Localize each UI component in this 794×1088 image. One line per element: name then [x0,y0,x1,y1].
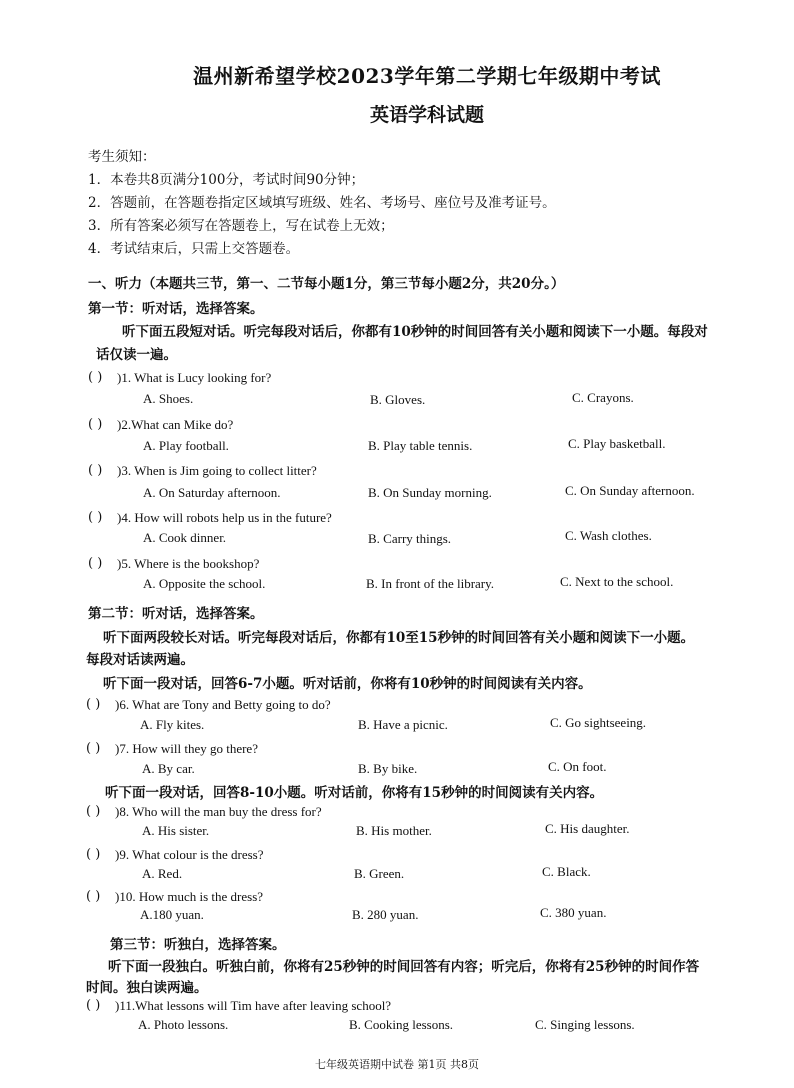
q10-option-a: A.180 yuan. [140,907,204,922]
q2-option-a: A. Play football. [143,438,229,453]
question-3: )3. When is Jim going to collect litter? [117,463,317,478]
q9-option-a: A. Red. [142,866,183,881]
answer-paren: ( ) [86,697,101,712]
q11-option-a: A. Photo lessons. [138,1017,229,1032]
section3-instruction-2: 时间。独白读两遍。 [86,980,208,996]
q5-option-c: C. Next to the school. [560,574,674,589]
q4-option-a: A. Cook dinner. [143,530,227,545]
answer-paren: ( ) [88,463,103,478]
q5-option-a: A. Opposite the school. [143,576,266,591]
section2-instruction-1: 听下面两段较长对话。听完每段对话后，你都有10至15秒钟的时间回答有关小题和阅读下一小题。 [103,630,695,646]
section1-heading: 第一节：听对话，选择答案。 [88,301,264,317]
q1-option-c: C. Crayons. [572,390,634,405]
answer-paren: ( ) [88,556,103,571]
exam-subtitle: 英语学科试题 [369,104,484,126]
section2-sub2: 听下面一段对话，回答8-10小题。听对话前，你将有15秒钟的时间阅读有关内容。 [105,785,604,801]
question-2: )2.What can Mike do? [117,417,234,432]
answer-paren: ( ) [86,741,101,756]
notice-item-1: 1．本卷共8页满分100分，考试时间90分钟； [88,172,365,188]
q9-option-c: C. Black. [542,864,591,879]
answer-paren: ( ) [88,417,103,432]
q7-option-c: C. On foot. [548,759,607,774]
question-8: )8. Who will the man buy the dress for? [115,804,322,819]
section1-instruction-1: 听下面五段短对话。听完每段对话后，你都有10秒钟的时间回答有关小题和阅读下一小题。每段对 [122,324,708,340]
q1-option-b: B. Gloves. [370,392,426,407]
answer-paren: ( ) [86,889,101,904]
q7-option-a: A. By car. [142,761,195,776]
notice-heading: 考生须知： [88,149,156,165]
q4-option-c: C. Wash clothes. [565,528,652,543]
q6-option-c: C. Go sightseeing. [550,715,647,730]
answer-paren: ( ) [86,847,101,862]
section2-heading: 第二节：听对话，选择答案。 [88,606,264,622]
section2-sub1: 听下面一段对话，回答6-7小题。听对话前，你将有10秒钟的时间阅读有关内容。 [103,676,592,692]
q9-option-b: B. Green. [354,866,405,881]
answer-paren: ( ) [88,370,103,385]
question-11: )11.What lessons will Tim have after leaving school? [115,998,392,1013]
q11-option-c: C. Singing lessons. [535,1017,635,1032]
notice-item-4: 4．考试结束后，只需上交答题卷。 [88,241,300,257]
q6-option-a: A. Fly kites. [140,717,205,732]
question-9: )9. What colour is the dress? [115,847,264,862]
q10-option-b: B. 280 yuan. [352,907,419,922]
q7-option-b: B. By bike. [358,761,418,776]
notice-item-3: 3．所有答案必须写在答题卷上，写在试卷上无效； [88,218,394,234]
exam-title: 温州新希望学校2023学年第二学期七年级期中考试 [193,64,661,88]
q5-option-b: B. In front of the library. [366,576,495,591]
section3-heading: 第三节：听独白，选择答案。 [110,937,286,953]
q2-option-b: B. Play table tennis. [368,438,473,453]
question-4: )4. How will robots help us in the future? [117,510,332,525]
answer-paren: ( ) [86,998,101,1013]
question-10: )10. How much is the dress? [115,889,264,904]
part1-heading: 一、听力（本题共三节，第一、二节每小题1分，第三节每小题2分，共20分。） [88,276,565,292]
section2-instruction-2: 每段对话读两遍。 [86,652,194,668]
q11-option-b: B. Cooking lessons. [349,1017,454,1032]
question-5: )5. Where is the bookshop? [117,556,260,571]
q8-option-c: C. His daughter. [545,821,630,836]
notice-item-2: 2．答题前，在答题卷指定区域填写班级、姓名、考场号、座位号及准考证号。 [88,195,556,211]
section1-instruction-2: 话仅读一遍。 [96,347,177,363]
answer-paren: ( ) [88,510,103,525]
q8-option-b: B. His mother. [356,823,432,838]
question-1: )1. What is Lucy looking for? [117,370,272,385]
q8-option-a: A. His sister. [142,823,210,838]
q3-option-a: A. On Saturday afternoon. [143,485,281,500]
answer-paren: ( ) [86,804,101,819]
q4-option-b: B. Carry things. [368,531,452,546]
section3-instruction-1: 听下面一段独白。听独白前，你将有25秒钟的时间回答有内容；听完后，你将有25秒钟的时间作答 [108,959,700,975]
question-7: )7. How will they go there? [115,741,258,756]
page-footer: 七年级英语期中试卷 第1页 共8页 [315,1058,479,1071]
question-6: )6. What are Tony and Betty going to do? [115,697,331,712]
q1-option-a: A. Shoes. [143,391,194,406]
q3-option-b: B. On Sunday morning. [368,485,492,500]
q10-option-c: C. 380 yuan. [540,905,607,920]
q3-option-c: C. On Sunday afternoon. [565,483,695,498]
q2-option-c: C. Play basketball. [568,436,666,451]
q6-option-b: B. Have a picnic. [358,717,448,732]
